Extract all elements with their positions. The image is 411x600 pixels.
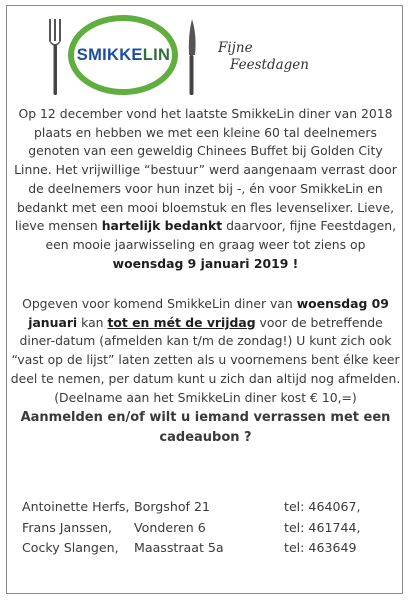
contact-row [22, 497, 392, 518]
fork-icon [46, 17, 66, 97]
logo-wordmark: SMIKKELIN [76, 46, 171, 64]
contact-name: Frans Janssen, [22, 519, 113, 535]
contact-list [22, 497, 392, 559]
contact-name: Cocky Slangen, [22, 540, 119, 555]
contact-phone: tel: 463649 [284, 540, 357, 555]
contact-phone: tel: 464067, [284, 499, 361, 514]
contact-address: Vonderen 6 [134, 519, 206, 535]
season-greeting: Fijne Feestdagen [218, 40, 309, 73]
contact-name: Antoinette Herfs, [22, 499, 130, 514]
contact-row [22, 518, 392, 539]
logo-area [40, 15, 210, 97]
knife-icon [184, 17, 200, 97]
contact-row [22, 538, 392, 559]
contact-address: Maasstraat 5a [134, 540, 224, 555]
contact-address: Borgshof 21 [134, 499, 211, 514]
paragraph-2: Opgeven voor komend SmikkeLin diner van woensdag 09 januari kan tot en mét de vrijdag voor de betreffende diner-datum (afmelden kan t/m de zondag!) U kunt zich ook “vast op de lijst” laten zetten als u voornemens bent élke keer deel te nemen, per datum kunt u zich dan altijd nog afmelden. (Deelname aan het SmikkeLin diner kost € 10,=) [10, 296, 401, 405]
contact-phone: tel: 461744, [284, 519, 361, 535]
paragraph-1: Op 12 december vond het laatste SmikkeLin diner van 2018 plaats en hebben we met een kleine 60 tal deelnemers genoten van een geweldig Chinees Buffet bij Golden City Linne. Het vrijwillige “bestuur” werd aangenaam verrast door de deelnemers voor hun inzet bij -, én voor SmikkeLin en bedankt met een mooi bloemstuk en fles levenselixer. Lieve, lieve mensen hartelijk bedankt daarvoor, fijne Feestdagen, een mooie jaarwisseling en graag weer tot ziens op woensdag 9 januari 2019 ! [14, 106, 397, 271]
signup-prompt: Aanmelden en/of wilt u iemand verrassen met een cadeaubon ? [20, 410, 391, 445]
